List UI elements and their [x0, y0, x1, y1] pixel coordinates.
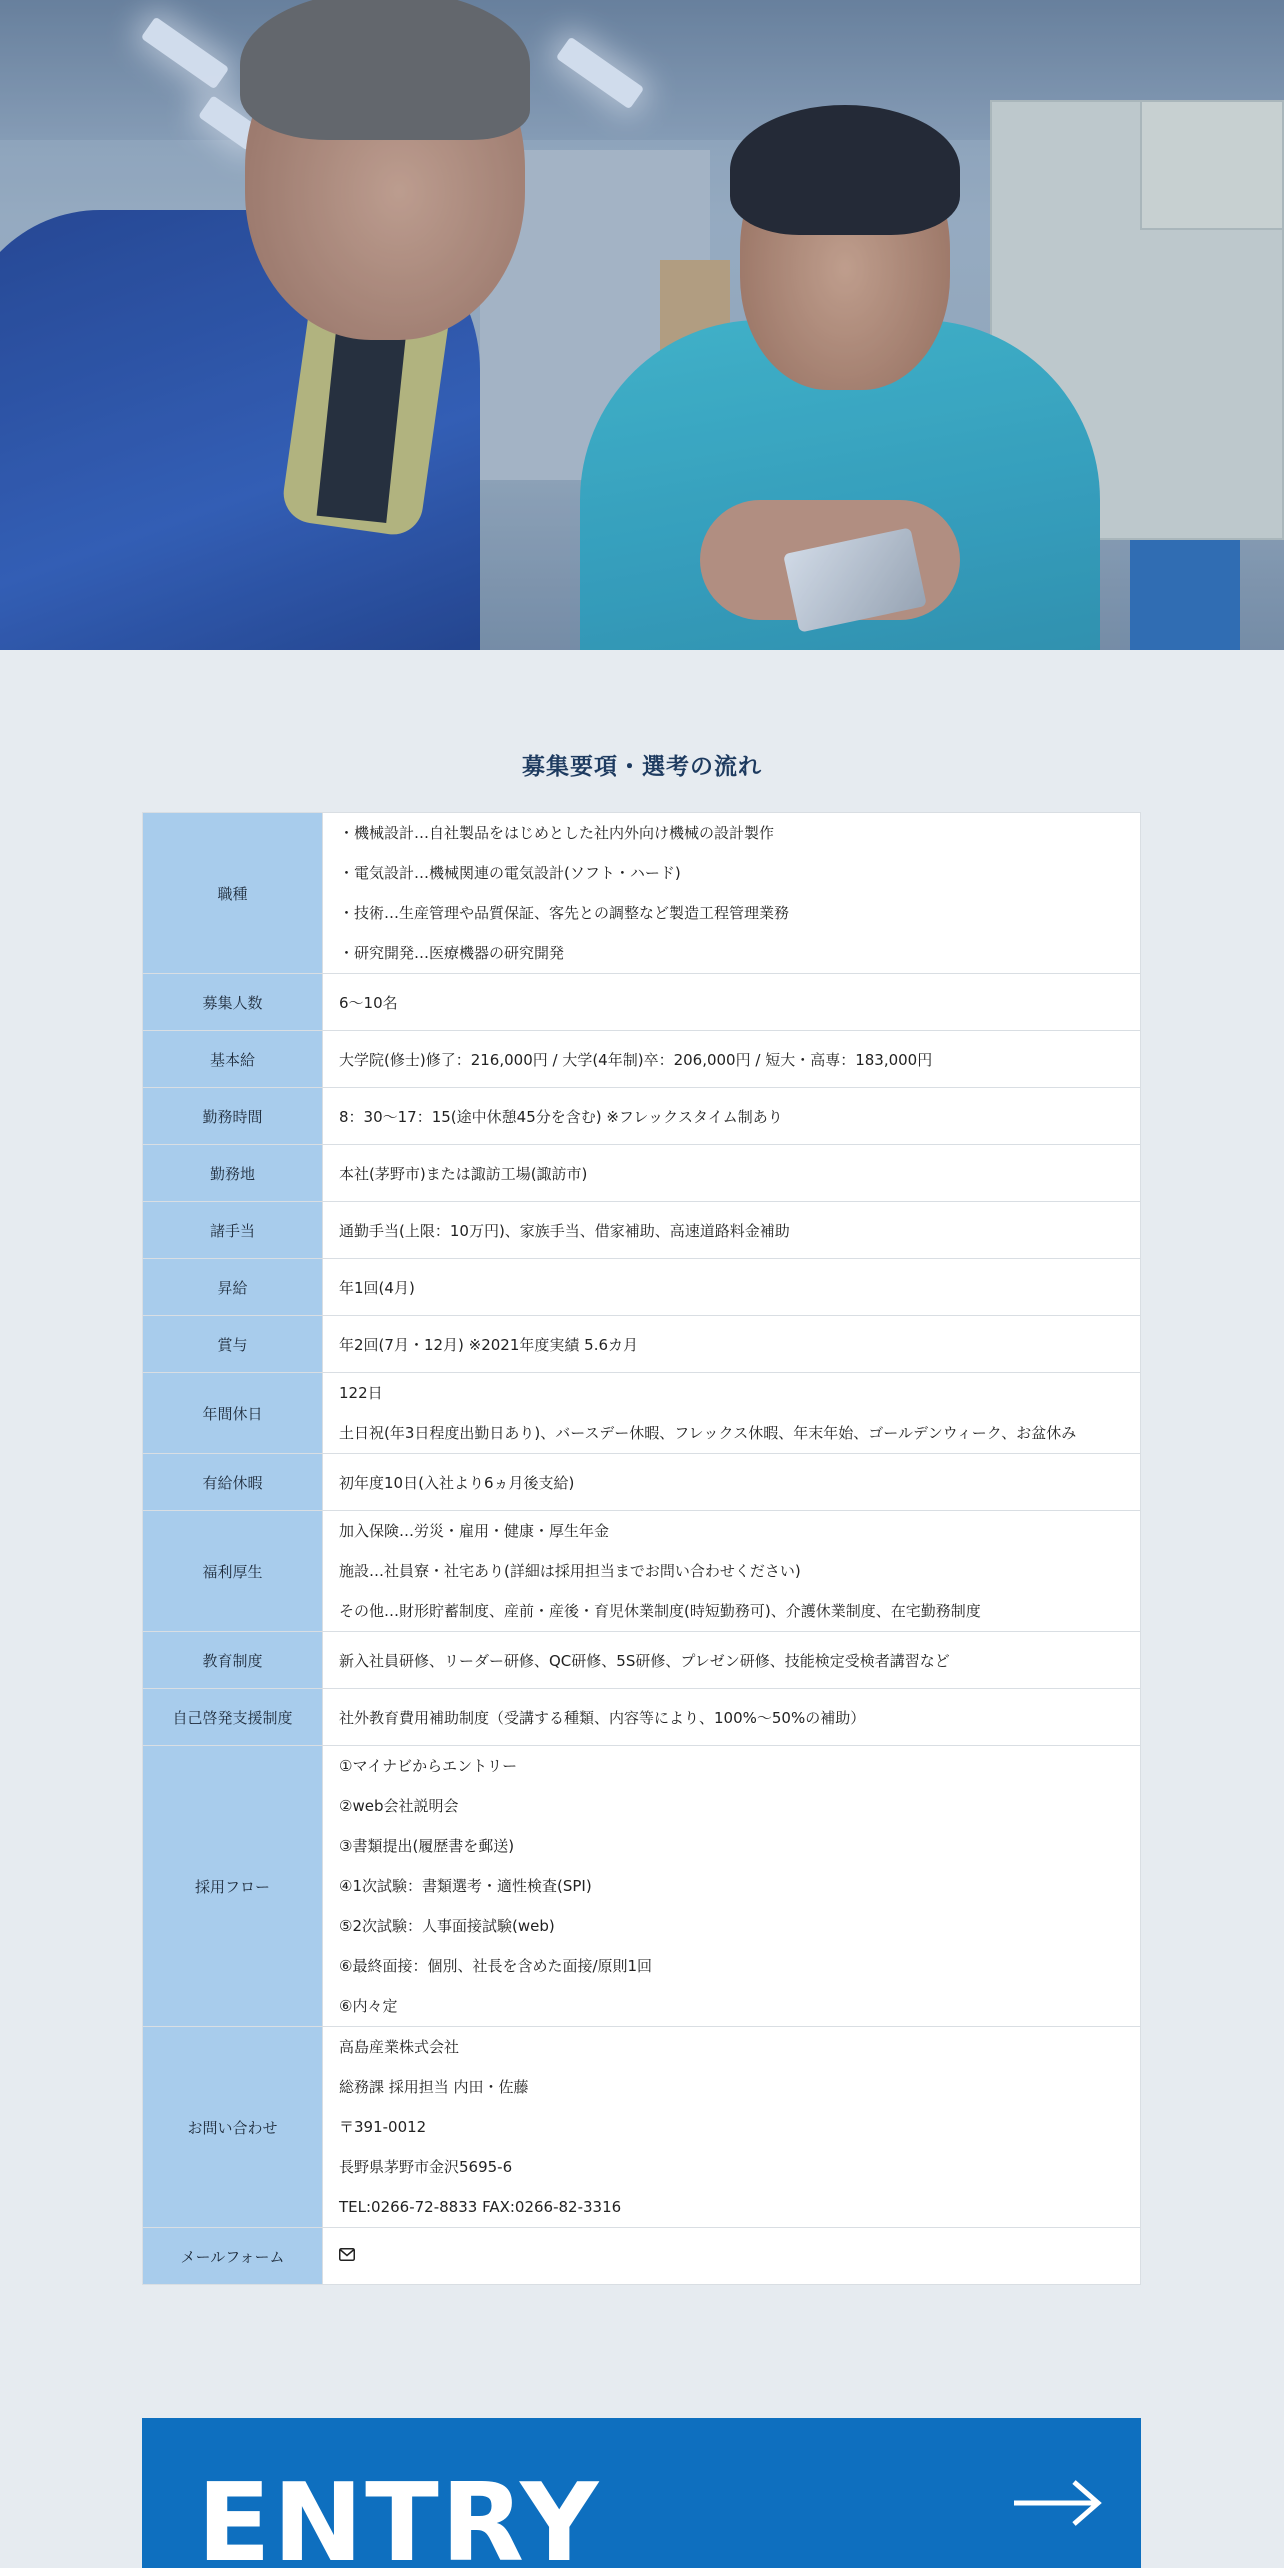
requirements-table: [142, 812, 1141, 2285]
row-value: 通勤手当(上限：10万円)、家族手当、借家補助、高速道路料金補助: [323, 1202, 1141, 1259]
row-value: [323, 1746, 1141, 2027]
table-row-salary: [143, 1031, 1141, 1088]
row-value: 新入社員研修、リーダー研修、QC研修、5S研修、プレゼン研修、技能検定受検者講習など: [323, 1632, 1141, 1689]
flow-step: ②web会社説明会: [339, 1797, 459, 1815]
row-value: [323, 1373, 1141, 1454]
table-row-self-dev: [143, 1689, 1141, 1746]
contact-line: TEL:0266-72-8833 FAX:0266-82-3316: [339, 2198, 622, 2216]
contact-line: 総務課 採用担当 内田・佐藤: [339, 2078, 529, 2096]
envelope-icon[interactable]: [339, 2247, 355, 2265]
row-value: 初年度10日(入社より6ヵ月後支給): [323, 1454, 1141, 1511]
table-row-mail-form: [143, 2228, 1141, 2285]
row-value: 年2回(7月・12月) ※2021年度実績 5.6カ月: [323, 1316, 1141, 1373]
table-row-hours: [143, 1088, 1141, 1145]
holidays-line: 122日: [339, 1384, 383, 1402]
table-row-job-type: [143, 813, 1141, 974]
row-label: 基本給: [143, 1031, 323, 1088]
row-label: 勤務時間: [143, 1088, 323, 1145]
entry-label: ENTRY: [197, 2461, 601, 2568]
row-value: [323, 2027, 1141, 2228]
table-row-bonus: [143, 1316, 1141, 1373]
table-row-paid-leave: [143, 1454, 1141, 1511]
row-label: お問い合わせ: [143, 2027, 323, 2228]
flow-step: ③書類提出(履歴書を郵送): [339, 1837, 515, 1855]
flow-step: ④1次試験：書類選考・適性検査(SPI): [339, 1877, 592, 1895]
row-value: 8：30〜17：15(途中休憩45分を含む) ※フレックスタイム制あり: [323, 1088, 1141, 1145]
row-label: 勤務地: [143, 1145, 323, 1202]
flow-step: ⑤2次試験：人事面接試験(web): [339, 1917, 555, 1935]
row-label: 昇給: [143, 1259, 323, 1316]
row-label: 教育制度: [143, 1632, 323, 1689]
row-label: 有給休暇: [143, 1454, 323, 1511]
row-value: [323, 2228, 1141, 2285]
row-value: 大学院(修士)修了：216,000円 / 大学(4年制)卒：206,000円 / 短大・高専：183,000円: [323, 1031, 1141, 1088]
table-row-headcount: [143, 974, 1141, 1031]
row-label: 福利厚生: [143, 1511, 323, 1632]
job-type-line: ・機械設計…自社製品をはじめとした社内外向け機械の設計製作: [339, 824, 775, 842]
welfare-line: その他…財形貯蓄制度、産前・産後・育児休業制度(時短勤務可)、介護休業制度、在宅勤務制度: [339, 1602, 981, 1620]
table-row-raise: [143, 1259, 1141, 1316]
row-value: [323, 1511, 1141, 1632]
row-label: メールフォーム: [143, 2228, 323, 2285]
contact-line: 〒391-0012: [339, 2118, 427, 2136]
job-type-line: ・研究開発…医療機器の研究開発: [339, 944, 565, 962]
row-label: 採用フロー: [143, 1746, 323, 2027]
flow-step: ①マイナビからエントリー: [339, 1757, 518, 1775]
table-row-location: [143, 1145, 1141, 1202]
section-title: 募集要項・選考の流れ: [522, 754, 762, 780]
table-row-welfare: [143, 1511, 1141, 1632]
contact-line: 長野県茅野市金沢5695-6: [339, 2158, 513, 2176]
arrow-right-icon: [1012, 2478, 1102, 2528]
row-value: [323, 813, 1141, 974]
table-row-training: [143, 1632, 1141, 1689]
row-value: 年1回(4月): [323, 1259, 1141, 1316]
row-label: 年間休日: [143, 1373, 323, 1454]
table-row-holidays: [143, 1373, 1141, 1454]
row-value: 6〜10名: [323, 974, 1141, 1031]
row-label: 自己啓発支援制度: [143, 1689, 323, 1746]
hero-tint: [0, 0, 1284, 650]
row-label: 職種: [143, 813, 323, 974]
welfare-line: 加入保険…労災・雇用・健康・厚生年金: [339, 1522, 610, 1540]
row-label: 諸手当: [143, 1202, 323, 1259]
table-row-allowances: [143, 1202, 1141, 1259]
row-label: 賞与: [143, 1316, 323, 1373]
row-value: 社外教育費用補助制度（受講する種類、内容等により、100%〜50%の補助）: [323, 1689, 1141, 1746]
contact-line: 高島産業株式会社: [339, 2038, 460, 2056]
table-row-flow: [143, 1746, 1141, 2027]
welfare-line: 施設…社員寮・社宅あり(詳細は採用担当までお問い合わせください): [339, 1562, 801, 1580]
flow-step: ⑥内々定: [339, 1997, 398, 2015]
row-value: 本社(茅野市)または諏訪工場(諏訪市): [323, 1145, 1141, 1202]
table-row-contact: [143, 2027, 1141, 2228]
holidays-line: 土日祝(年3日程度出勤日あり)、バースデー休暇、フレックス休暇、年末年始、ゴールデンウィーク、お盆休み: [339, 1424, 1077, 1442]
row-label: 募集人数: [143, 974, 323, 1031]
job-type-line: ・技術…生産管理や品質保証、客先との調整など製造工程管理業務: [339, 904, 790, 922]
entry-button[interactable]: [142, 2418, 1141, 2568]
job-type-line: ・電気設計…機械関連の電気設計(ソフト・ハード): [339, 864, 681, 882]
flow-step: ⑥最終面接：個別、社長を含めた面接/原則1回: [339, 1957, 653, 1975]
hero-photo: [0, 0, 1284, 650]
